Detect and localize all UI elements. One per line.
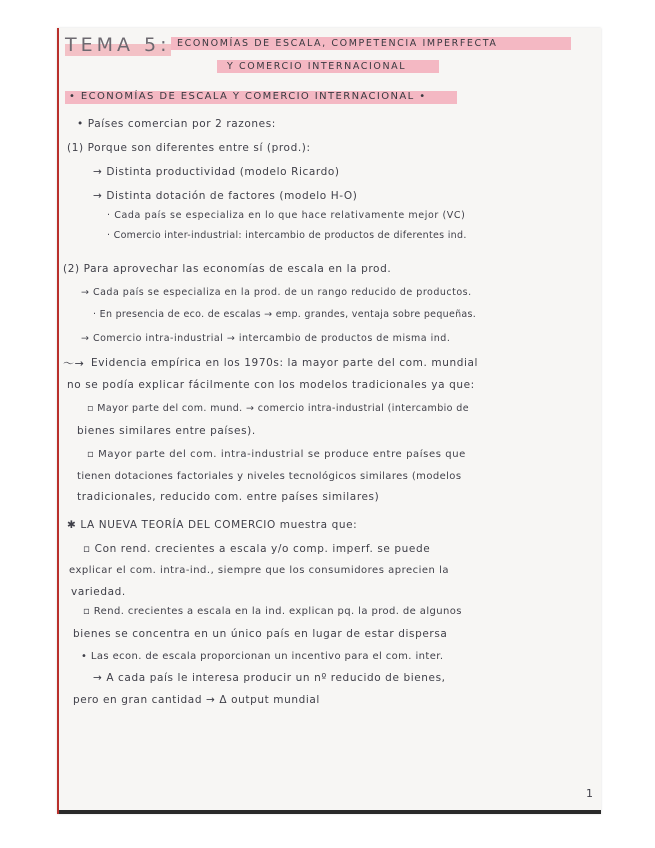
note-line: → A cada país le interesa producir un nº reducido de bienes, bbox=[93, 672, 446, 684]
notebook-page bbox=[57, 28, 601, 814]
note-line: ▫ Mayor parte del com. mund. → comercio intra-industrial (intercambio de bbox=[87, 403, 469, 414]
note-line: tradicionales, reducido com. entre países similares) bbox=[77, 491, 380, 503]
note-line: (1) Porque son diferentes entre sí (prod.): bbox=[67, 142, 311, 154]
note-line: explicar el com. intra-ind., siempre que los consumidores aprecien la bbox=[69, 565, 449, 576]
note-line: Evidencia empírica en los 1970s: la mayor parte del com. mundial bbox=[91, 357, 479, 369]
note-line: no se podía explicar fácilmente con los modelos tradicionales ya que: bbox=[67, 379, 475, 391]
note-line: (2) Para aprovechar las economías de escala en la prod. bbox=[63, 263, 392, 275]
title-line-2: Y COMERCIO INTERNACIONAL bbox=[227, 61, 407, 72]
note-line: → Distinta dotación de factores (modelo H-O) bbox=[93, 190, 358, 202]
note-line: pero en gran cantidad → Δ output mundial bbox=[73, 694, 320, 706]
section-heading: • ECONOMÍAS DE ESCALA Y COMERCIO INTERNACIONAL • bbox=[69, 91, 427, 102]
note-line: ▫ Rend. crecientes a escala en la ind. explican pq. la prod. de algunos bbox=[83, 606, 462, 617]
note-line: bienes similares entre países). bbox=[77, 425, 256, 437]
note-line: ▫ Mayor parte del com. intra-industrial se produce entre países que bbox=[87, 449, 466, 460]
note-line: → Distinta productividad (modelo Ricardo) bbox=[93, 166, 340, 178]
wave-arrow-icon: 〜→ bbox=[63, 357, 85, 370]
title-line-1: ECONOMÍAS DE ESCALA, COMPETENCIA IMPERFECTA bbox=[177, 38, 498, 49]
note-line: bienes se concentra en un único país en lugar de estar dispersa bbox=[73, 628, 448, 640]
note-line: tienen dotaciones factoriales y niveles tecnológicos similares (modelos bbox=[77, 471, 462, 482]
note-line: • Las econ. de escala proporcionan un incentivo para el com. inter. bbox=[81, 651, 444, 662]
topic-number: TEMA 5: bbox=[65, 34, 171, 56]
page-number: 1 bbox=[586, 787, 593, 800]
note-line: · En presencia de eco. de escalas → emp. grandes, ventaja sobre pequeñas. bbox=[93, 309, 477, 320]
note-line: variedad. bbox=[71, 586, 126, 598]
note-line: → Comercio intra-industrial → intercambio de productos de misma ind. bbox=[81, 333, 451, 344]
note-line: ▫ Con rend. crecientes a escala y/o comp. imperf. se puede bbox=[83, 543, 431, 555]
note-line: · Comercio inter-industrial: intercambio de productos de diferentes ind. bbox=[107, 230, 467, 241]
note-line: ✱ LA NUEVA TEORÍA DEL COMERCIO muestra que: bbox=[67, 519, 358, 531]
note-line: • Países comercian por 2 razones: bbox=[77, 118, 276, 130]
note-line: → Cada país se especializa en la prod. de un rango reducido de productos. bbox=[81, 287, 472, 298]
note-line: · Cada país se especializa en lo que hace relativamente mejor (VC) bbox=[107, 210, 466, 221]
